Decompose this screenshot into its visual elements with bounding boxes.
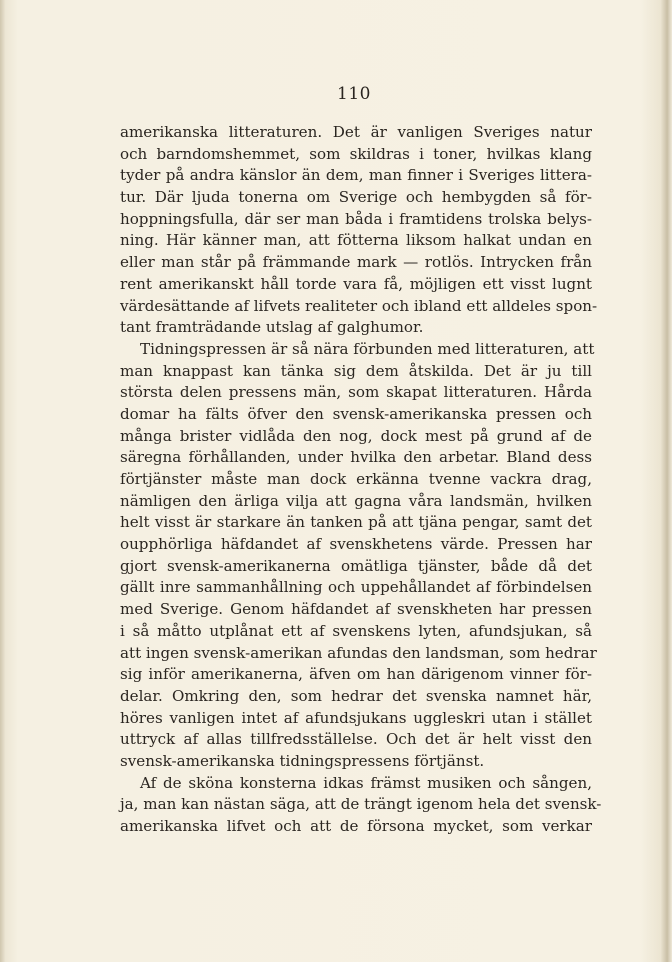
text-line: nämligen den ärliga vilja att gagna våra landsmän, hvilken	[120, 491, 592, 510]
text-line: amerikanska lifvet och att de försona mycket, som verkar	[120, 817, 592, 835]
text-line: hoppningsfulla, där ser man båda i framtidens trolska belys-	[120, 209, 592, 228]
text-line: största delen pressens män, som skapat litteraturen. Hårda	[120, 383, 592, 402]
text-line: eller man står på främmande mark — rotlös. Intrycken från	[120, 253, 592, 272]
text-line: säregna förhållanden, under hvilka den arbetar. Bland dess	[120, 448, 592, 467]
page-right-edge	[660, 0, 672, 962]
text-line: man knappast kan tänka sig dem åtskilda. Det är ju till	[120, 361, 592, 380]
text-line: ja, man kan nästan säga, att de trängt igenom hela det svensk-	[120, 795, 602, 814]
body-text	[120, 122, 602, 838]
text-line: gjort svensk-amerikanerna omätliga tjänster, både då det	[120, 556, 592, 575]
text-line: höres vanligen intet af afundsjukans uggleskri utan i stället	[120, 708, 592, 727]
page-number: 110	[337, 84, 371, 104]
text-line: många brister vidlåda den nog, dock mest på grund af de	[120, 426, 592, 445]
text-line: tant framträdande utslag af galghumor.	[120, 318, 424, 337]
text-line: sig inför amerikanerna, äfven om han därigenom vinner för-	[120, 665, 592, 684]
paragraph-start-line: Tidningspressen är så nära förbunden med litteraturen, att	[140, 339, 595, 358]
text-line: värdesättande af lifvets realiteter och ibland ett alldeles spon-	[120, 296, 598, 315]
text-line: och barndomshemmet, som skildras i toner, hvilkas klang	[120, 144, 592, 163]
text-line: uttryck af allas tillfredsställelse. Och det är helt visst den	[120, 730, 592, 749]
text-line: ning. Här känner man, att fötterna liksom halkat undan en	[120, 231, 592, 250]
text-line: tur. Där ljuda tonerna om Sverige och hembygden så för-	[120, 188, 592, 207]
text-line: delar. Omkring den, som hedrar det svenska namnet här,	[120, 686, 592, 705]
text-line: i så måtto utplånat ett af svenskens lyten, afundsjukan, så	[120, 621, 592, 640]
text-line: amerikanska litteraturen. Det är vanligen Sveriges natur	[120, 123, 592, 141]
text-line: domar ha fälts öfver den svensk-amerikanska pressen och	[120, 404, 592, 423]
text-line: svensk-amerikanska tidningspressens förtjänst.	[120, 751, 485, 770]
text-line: förtjänster måste man dock erkänna tvenne vackra drag,	[120, 470, 592, 488]
text-line: tyder på andra känslor än dem, man finner i Sveriges littera-	[120, 166, 592, 185]
text-line: rent amerikanskt håll torde vara få, möjligen ett visst lugnt	[120, 274, 592, 293]
text-line: helt visst är starkare än tanken på att tjäna pengar, samt det	[120, 513, 592, 532]
page-left-edge	[0, 0, 6, 962]
text-line: med Sverige. Genom häfdandet af svenskheten har pressen	[120, 600, 592, 619]
paragraph-start-line: Af de sköna konsterna idkas främst musiken och sången,	[140, 773, 592, 792]
text-line: att ingen svensk-amerikan afundas den landsman, som hedrar	[120, 643, 597, 662]
text-line: gällt inre sammanhållning och uppehållandet af förbindelsen	[120, 578, 592, 597]
text-line: oupphörliga häfdandet af svenskhetens värde. Pressen har	[120, 535, 592, 554]
